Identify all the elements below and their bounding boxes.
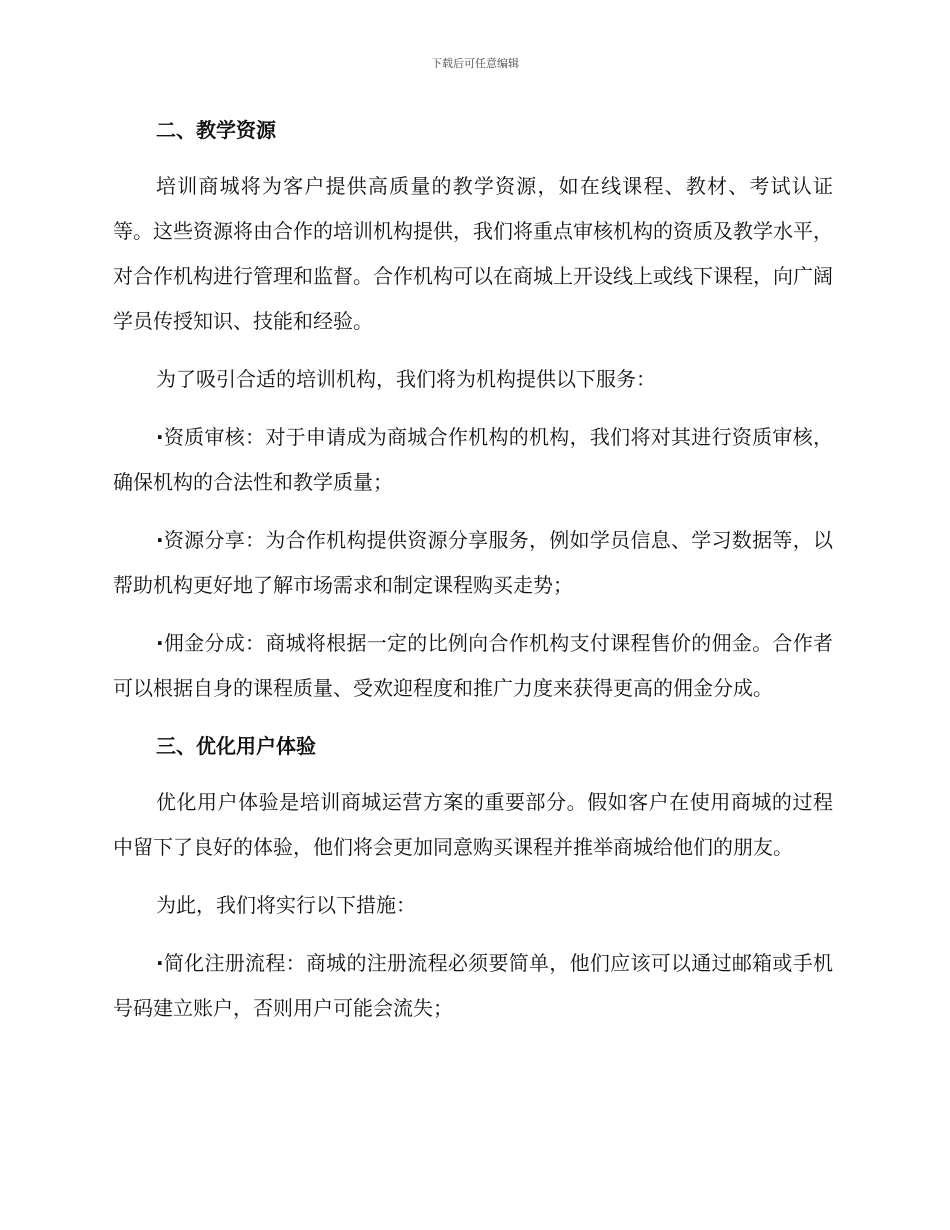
header-note: 下载后可任意编辑 bbox=[431, 57, 519, 70]
bullet-text: 佣金分成：商城将根据一定的比例向合作机构支付课程售价的佣金。合作者可以根据自身的课程质量、受欢迎程度和推广力度来获得更高的佣金分成。 bbox=[113, 631, 833, 700]
bullet-text: 资源分享：为合作机构提供资源分享服务，例如学员信息、学习数据等，以帮助机构更好地了解市场需求和制定课程购买走势； bbox=[113, 528, 833, 597]
section-3-title: 三、优化用户体验 bbox=[156, 734, 316, 758]
bullet-dot: · bbox=[156, 528, 164, 552]
section-2-bullet-3 bbox=[113, 621, 833, 711]
section-2-bullet-2 bbox=[113, 518, 833, 608]
section-2-bullet-1 bbox=[113, 415, 833, 505]
section-2-title: 二、教学资源 bbox=[156, 118, 276, 142]
bullet-dot: · bbox=[156, 631, 164, 655]
section-3-bullet-1 bbox=[113, 941, 833, 1031]
section-2-paragraph-1: 培训商城将为客户提供高质量的教学资源，如在线课程、教材、考试认证等。这些资源将由合作的培训机构提供，我们将重点审核机构的资质及教学水平，对合作机构进行管理和监督。合作机构可以在商城上开设线上或线下课程，向广阔学员传授知识、技能和经验。 bbox=[113, 174, 833, 333]
bullet-text: 资质审核：对于申请成为商城合作机构的机构，我们将对其进行资质审核，确保机构的合法性和教学质量； bbox=[113, 425, 833, 494]
bullet-text: 简化注册流程：商城的注册流程必须要简单，他们应该可以通过邮箱或手机号码建立账户，否则用户可能会流失； bbox=[113, 951, 833, 1020]
section-3-paragraph-2: 为此，我们将实行以下措施： bbox=[156, 893, 416, 917]
section-3-paragraph-1: 优化用户体验是培训商城运营方案的重要部分。假如客户在使用商城的过程中留下了良好的体验，他们将会更加同意购买课程并推举商城给他们的朋友。 bbox=[113, 790, 833, 859]
document-body bbox=[113, 108, 833, 1044]
bullet-dot: · bbox=[156, 951, 164, 975]
section-2-paragraph-2: 为了吸引合适的培训机构，我们将为机构提供以下服务： bbox=[156, 367, 656, 391]
bullet-dot: · bbox=[156, 425, 164, 449]
